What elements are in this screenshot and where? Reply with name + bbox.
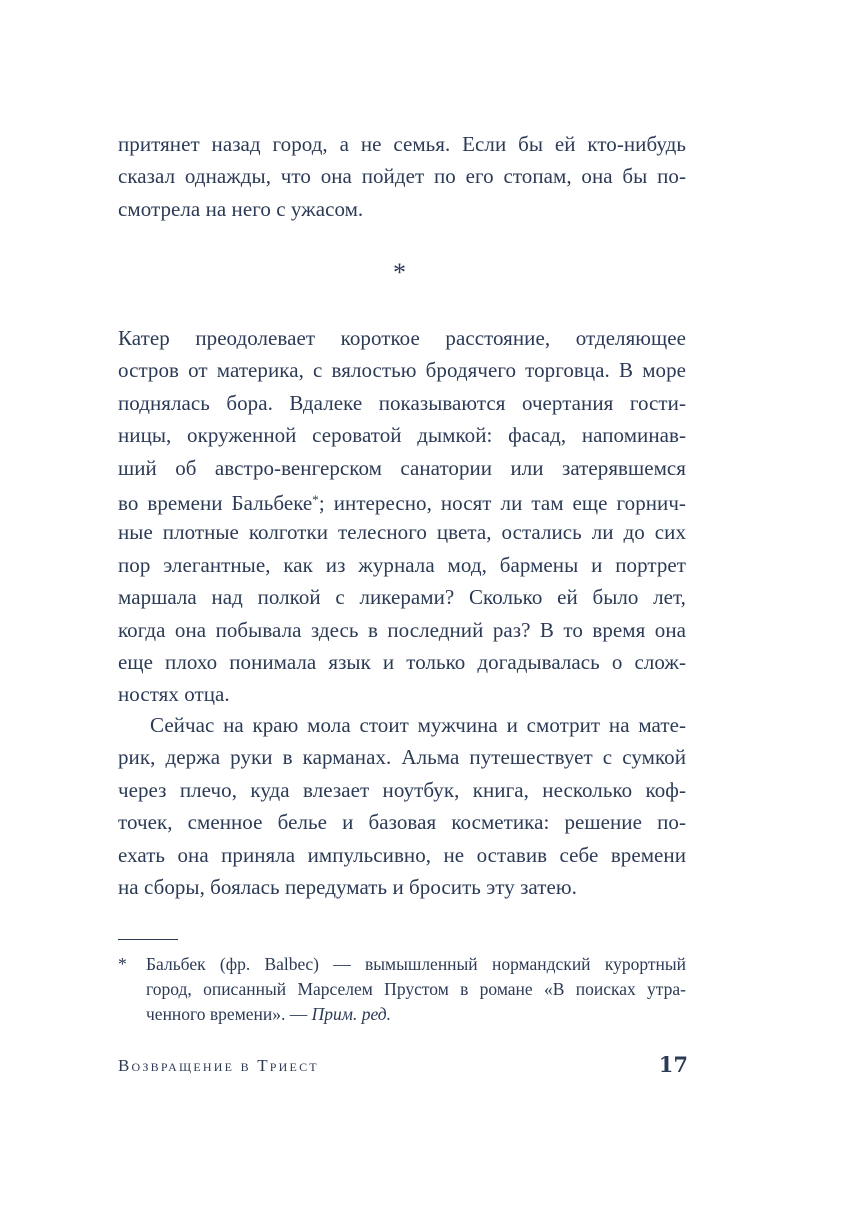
text-line: точек, сменное белье и базовая косметика: решение по- [118,810,686,835]
section-separator: * [393,258,406,287]
running-title: Возвращение в Триест [118,1056,319,1075]
text-line: рик, держа руки в карманах. Альма путешествует с сумкой [118,745,686,770]
text-fragment: ; интересно, носят ли там еще горнич- [318,490,686,515]
footnote [118,952,686,1027]
footnote-reference[interactable]: * [312,491,319,507]
text-line: остров от материка, с вялостью бродячего торговца. В море [118,358,686,383]
text-line: когда она побывала здесь в последний раз? В то время она [118,617,686,642]
text-line: еще плохо понимала язык и только догадывалась о слож- [118,649,686,674]
text-line: ные плотные колготки телесного цвета, остались ли до сих [118,520,686,545]
paragraph-2 [118,322,686,711]
text-line: на сборы, боялась передумать и бросить эту затею. [118,874,577,899]
page-number: 17 [658,1052,688,1077]
text-line: сказал однажды, что она пойдет по его стопам, она бы по- [118,164,686,189]
footnote-mark: * [118,954,127,974]
text-line: ший об австро-венгерском санатории или затерявшемся [118,455,686,480]
text-line: маршала над полкой с ликерами? Сколько ей было лет, [118,585,686,610]
text-line: ностях отца. [118,682,230,707]
text-fragment: во времени Бальбеке [118,490,313,515]
page-footer [118,1052,688,1086]
text-line: ницы, окруженной сероватой дымкой: фасад, напоминав- [118,423,686,448]
text-line: поднялась бора. Вдалеке показываются очертания гости- [118,390,686,415]
paragraph-1 [118,128,686,225]
text-line: Сейчас на краю мола стоит мужчина и смотрит на мате- [150,713,686,737]
footnote-line: Бальбек (фр. Balbec) — вымышленный нормандский курортный [146,954,686,974]
paragraph-3 [118,709,686,903]
text-line: Катер преодолевает короткое расстояние, отделяющее [118,326,686,350]
footnote-body [146,952,686,1027]
text-line-with-footnote [118,484,686,516]
text-line: притянет назад город, а не семья. Если бы ей кто-нибудь [118,132,686,156]
text-line: смотрела на него с ужасом. [118,196,364,221]
footnote-text: ченного времени». — [146,1004,312,1024]
editor-note: Прим. ред. [311,1004,392,1024]
footnote-line: город, описанный Марселем Прустом в романе «В поисках утра- [146,979,686,999]
footnote-line-last [146,1002,686,1027]
footnote-divider [118,939,178,940]
text-line: пор элегантные, как из журнала мод, бармены и портрет [118,552,686,577]
text-line: через плечо, куда влезает ноутбук, книга, несколько коф- [118,777,686,802]
text-line: ехать она приняла импульсивно, не оставив себе времени [118,842,686,867]
